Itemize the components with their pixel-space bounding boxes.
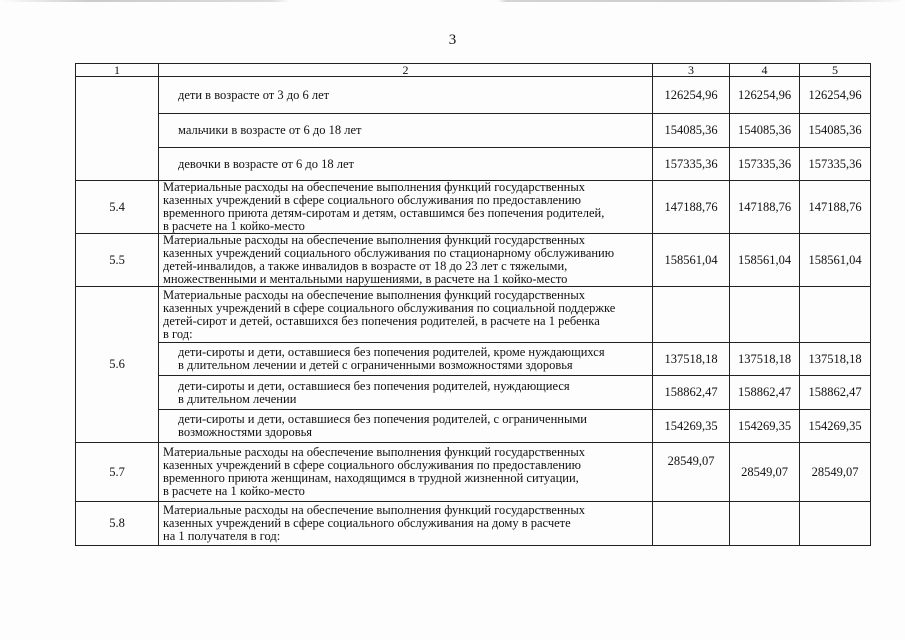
desc-cell — [159, 502, 653, 546]
value-cell: 154085,36 — [653, 114, 730, 148]
desc-cell — [159, 410, 653, 443]
table-row — [76, 181, 871, 234]
col-header-3: 3 — [653, 64, 730, 77]
value-cell: 147188,76 — [653, 181, 730, 234]
value-cell: 126254,96 — [730, 77, 800, 114]
value-cell: 154269,35 — [653, 410, 730, 443]
value-cell: 158862,47 — [800, 376, 871, 410]
code-cell: 5.5 — [76, 234, 159, 287]
desc-line: Материальные расходы на обеспечение выполнения функций государственных — [163, 503, 585, 517]
value-cell — [653, 502, 730, 546]
col-header-5: 5 — [800, 64, 871, 77]
value-cell: 137518,18 — [800, 343, 871, 376]
desc-cell — [159, 376, 653, 410]
value-cell — [730, 502, 800, 546]
value-cell: 157335,36 — [653, 148, 730, 181]
value-cell: 126254,96 — [653, 77, 730, 114]
code-cell — [76, 77, 159, 181]
desc-line: Материальные расходы на обеспечение выполнения функций государственных — [163, 233, 585, 247]
desc-line: в длительном лечении и детей с ограниченными возможностями здоровья — [178, 358, 573, 372]
table-row — [76, 443, 871, 502]
desc-cell — [159, 343, 653, 376]
table-row — [76, 77, 871, 114]
desc-line: детей-сирот и детей, оставшихся без попечения родителей, в расчете на 1 ребенка — [163, 313, 600, 328]
value-cell: 28549,07 — [730, 443, 800, 502]
value-cell: 157335,36 — [730, 148, 800, 181]
desc-line: Материальные расходы на обеспечение выполнения функций государственных — [163, 445, 585, 459]
col-header-2: 2 — [159, 64, 653, 77]
table-row — [76, 343, 871, 376]
value-cell: 158862,47 — [653, 376, 730, 410]
table-row — [76, 502, 871, 546]
page-number: 3 — [448, 32, 457, 48]
col-header-4: 4 — [730, 64, 800, 77]
desc-cell — [159, 181, 653, 234]
value-cell: 28549,07 — [653, 443, 730, 502]
value-cell — [800, 502, 871, 546]
value-cell: 126254,96 — [800, 77, 871, 114]
desc-line: в расчете на 1 койко-место — [163, 484, 305, 498]
desc-line: временного приюта детям-сиротам и детям, оставшимся без попечения родителей, — [163, 206, 605, 220]
code-cell: 5.7 — [76, 443, 159, 502]
value-cell: 137518,18 — [653, 343, 730, 376]
value-cell: 137518,18 — [730, 343, 800, 376]
value-cell: 147188,76 — [800, 181, 871, 234]
value-cell: 154085,36 — [800, 114, 871, 148]
desc-line: возможностями здоровья — [178, 425, 313, 439]
desc-line: на 1 получателя в год: — [163, 529, 281, 543]
value-cell: 158561,04 — [730, 234, 800, 287]
norms-table — [75, 63, 871, 546]
desc-line: в год: — [163, 326, 193, 341]
desc-line: временного приюта женщинам, находящимся в трудной жизненной ситуации, — [163, 471, 579, 485]
value-cell — [653, 287, 730, 343]
scan-edge — [0, 0, 905, 2]
value-cell: 28549,07 — [800, 443, 871, 502]
table-row — [76, 114, 871, 148]
code-cell: 5.8 — [76, 502, 159, 546]
desc-cell: дети в возрасте от 3 до 6 лет — [159, 77, 653, 114]
desc-line: в длительном лечении — [178, 391, 297, 406]
desc-line: казенных учреждений в сфере социального обслуживания по социальной поддержке — [163, 300, 616, 315]
desc-cell — [159, 287, 653, 343]
desc-line: Материальные расходы на обеспечение выполнения функций государственных — [163, 287, 585, 302]
value-cell: 154085,36 — [730, 114, 800, 148]
value-cell: 147188,76 — [730, 181, 800, 234]
table-row — [76, 376, 871, 410]
value-cell: 157335,36 — [800, 148, 871, 181]
value-cell — [730, 287, 800, 343]
desc-cell — [159, 234, 653, 287]
value-cell: 158862,47 — [730, 376, 800, 410]
code-cell: 5.6 — [76, 287, 159, 443]
desc-line: дети-сироты и дети, оставшиеся без попечения родителей, кроме нуждающихся — [178, 345, 605, 359]
table-row — [76, 148, 871, 181]
value-cell: 154269,35 — [800, 410, 871, 443]
col-header-1: 1 — [76, 64, 159, 77]
desc-line: Материальные расходы на обеспечение выполнения функций государственных — [163, 180, 585, 194]
table-row — [76, 410, 871, 443]
desc-line: дети-сироты и дети, оставшиеся без попечения родителей, с ограниченными — [178, 412, 587, 426]
desc-line: множественными и ментальными нарушениями, в расчете на 1 койко-место — [163, 272, 568, 286]
value-cell — [800, 287, 871, 343]
desc-line: детей-инвалидов, а также инвалидов в возрасте от 18 до 23 лет с тяжелыми, — [163, 259, 568, 273]
desc-line: в расчете на 1 койко-место — [163, 219, 305, 233]
desc-line: казенных учреждений в сфере социального обслуживания по предоставлению — [163, 458, 581, 472]
desc-line: дети-сироты и дети, оставшиеся без попечения родителей, нуждающиеся — [178, 378, 570, 393]
desc-cell: девочки в возрасте от 6 до 18 лет — [159, 148, 653, 181]
code-cell: 5.4 — [76, 181, 159, 234]
desc-cell — [159, 443, 653, 502]
desc-cell: мальчики в возрасте от 6 до 18 лет — [159, 114, 653, 148]
desc-line: казенных учреждений в сфере социального обслуживания по предоставлению — [163, 193, 581, 207]
value-cell: 154269,35 — [730, 410, 800, 443]
value-cell: 158561,04 — [800, 234, 871, 287]
table-row — [76, 234, 871, 287]
value-cell: 158561,04 — [653, 234, 730, 287]
table-row — [76, 287, 871, 343]
desc-line: казенных учреждений в сфере социального обслуживания на дому в расчете — [163, 516, 571, 530]
header-row — [76, 64, 871, 77]
desc-line: казенных учреждений социального обслуживания по стационарному обслуживанию — [163, 246, 615, 260]
